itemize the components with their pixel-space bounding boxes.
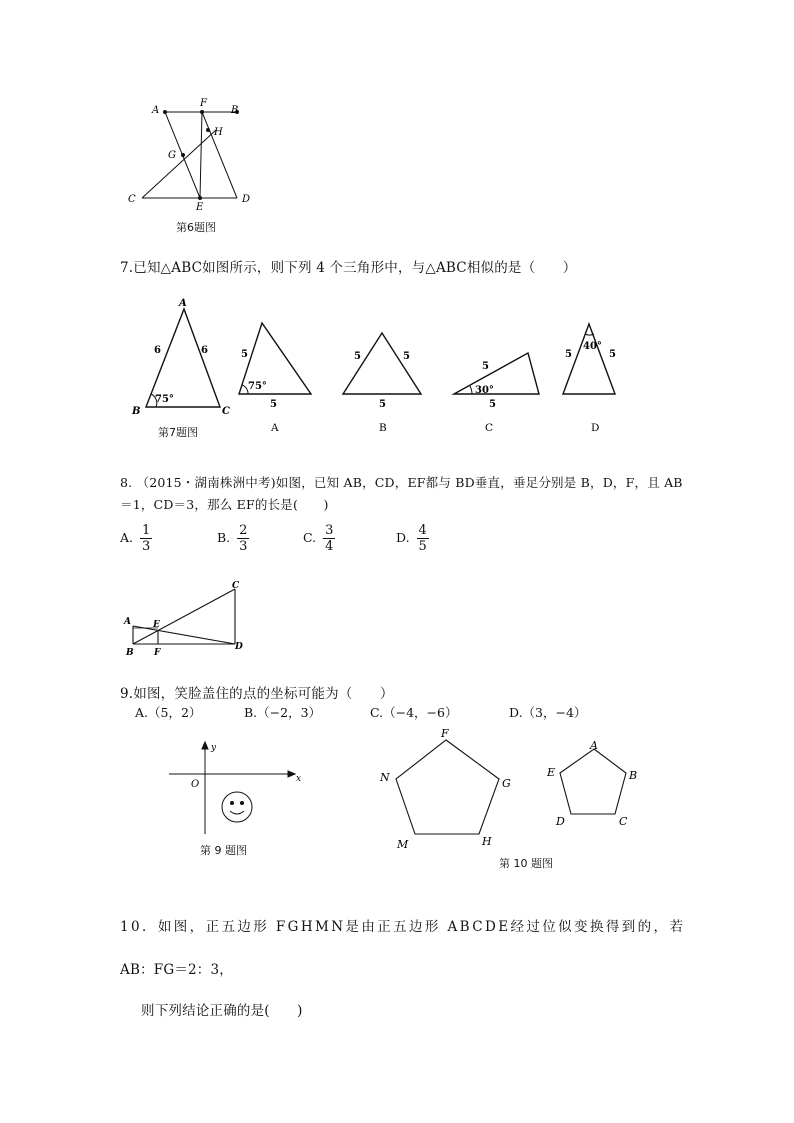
question-9-text: 9.如图，笑脸盖住的点的坐标可能为（ ） [120,686,394,702]
fig8-label-a: A [124,617,131,627]
opt-d-side2: 5 [609,349,616,360]
question-8-line2: ＝1，CD＝3，那么 EF的长是( ) [120,497,329,512]
q8-option-d-fraction: $\frac{4}{5}$ [418,523,427,554]
ref-angle-b: 75° [155,394,174,405]
fig9-label-o: O [191,779,200,790]
opt-d-angle: 40° [583,341,602,352]
fig9-label-x: x [296,774,302,784]
q8-option-b[interactable] [217,523,249,554]
opt-b-label: B [379,422,387,434]
opt-c-angle: 30° [475,385,494,396]
q9-option-c[interactable]: C.（−4，−6） [370,705,458,720]
q8-option-a-label: A. [120,530,134,545]
ref-label-c: C [222,406,230,417]
opt-c-side1: 5 [482,361,489,372]
fig10-label-m: M [397,838,409,851]
fig10-label-b: B [629,769,638,782]
opt-a-angle: 75° [248,381,267,392]
fig10-label-e: E [547,766,556,779]
opt-c-label: C [485,422,494,434]
opt-d-side1: 5 [565,349,572,360]
ref-label-b: B [132,406,141,417]
fig8-label-d: D [235,642,243,652]
opt-b-side3: 5 [379,399,386,410]
opt-a-side1: 5 [241,349,248,360]
opt-a-label: A [271,422,279,434]
figure-6-caption: 第6题图 [176,221,216,234]
fig10-label-g: G [502,777,511,790]
option-c-triangle [454,353,539,394]
fig8-label-f: F [154,648,161,658]
segment-ch [142,130,216,198]
segment-ad [133,626,235,644]
segment-bd [202,112,237,198]
q8-option-d[interactable] [396,523,429,554]
fig8-label-c: C [232,581,240,591]
fig8-label-b: B [126,648,134,658]
opt-c-side2: 5 [489,399,496,410]
q8-option-b-fraction: $\frac{2}{3}$ [239,523,248,554]
label-d: D [242,194,251,205]
fig10-label-d: D [556,815,565,828]
q8-option-c[interactable] [303,523,335,554]
q8-option-a[interactable] [120,523,152,554]
question-10-line2: AB：FG＝2：3， [120,962,233,978]
label-f: F [200,98,207,109]
fig10-label-h: H [482,835,492,848]
q9-option-b[interactable]: B.（−2，3） [244,705,322,720]
label-h: H [214,127,223,138]
figure-9-caption: 第 9 题图 [200,844,247,857]
ref-side-ab: 6 [154,345,161,356]
pentagon-abcde [560,749,626,814]
segment-bc [133,589,235,644]
label-g: G [168,150,176,161]
q8-option-d-label: D. [396,530,410,545]
fig10-label-f: F [441,728,449,740]
figure-10 [375,728,650,853]
fig9-label-y: y [211,743,217,753]
figure-7 [130,295,640,445]
fig10-label-a: A [590,739,598,752]
option-b-triangle [343,333,421,394]
figure-10-caption: 第 10 题图 [499,857,553,870]
ref-side-ac: 6 [201,345,208,356]
question-7-text: 7.已知△ABC如图所示，则下列 4 个三角形中，与△ABC相似的是（ ） [120,260,577,276]
label-b: B [231,105,239,116]
q8-option-c-fraction: $\frac{3}{4}$ [325,523,334,554]
ref-label-a: A [179,298,187,309]
q9-option-d[interactable]: D.（3，−4） [509,705,587,720]
fig8-label-e: E [153,620,160,630]
figure-7-caption: 第7题图 [158,426,198,439]
q8-option-b-label: B. [217,530,231,545]
question-10-line3: 则下列结论正确的是( ) [141,1003,303,1019]
q8-option-a-fraction: $\frac{1}{3}$ [142,523,151,554]
question-10-line1: 10．如图，正五边形 FGHMN是由正五边形 ABCDE经过位似变换得到的，若 [120,919,686,935]
opt-b-side1: 5 [354,351,361,362]
smiley-face-icon [222,792,252,822]
label-c: C [128,194,136,205]
question-8-line1: 8. （2015・湖南株洲中考)如图，已知 AB，CD，EF都与 BD垂直，垂足分别是 B，D，F，且 AB [120,475,683,490]
triangle-abc [146,309,220,407]
opt-d-label: D [591,422,600,434]
opt-a-side2: 5 [270,399,277,410]
figure-9 [165,738,310,838]
figure-8 [118,578,253,660]
pentagon-fghmn [396,740,499,834]
q8-option-c-label: C. [303,530,317,545]
opt-b-side2: 5 [403,351,410,362]
fig10-label-c: C [619,815,628,828]
label-a: A [152,105,160,116]
fig10-label-n: N [380,771,390,784]
q9-option-a[interactable]: A.（5，2） [135,705,202,720]
figure-6 [120,95,260,220]
label-e: E [196,202,204,213]
segment-fe [200,112,202,198]
